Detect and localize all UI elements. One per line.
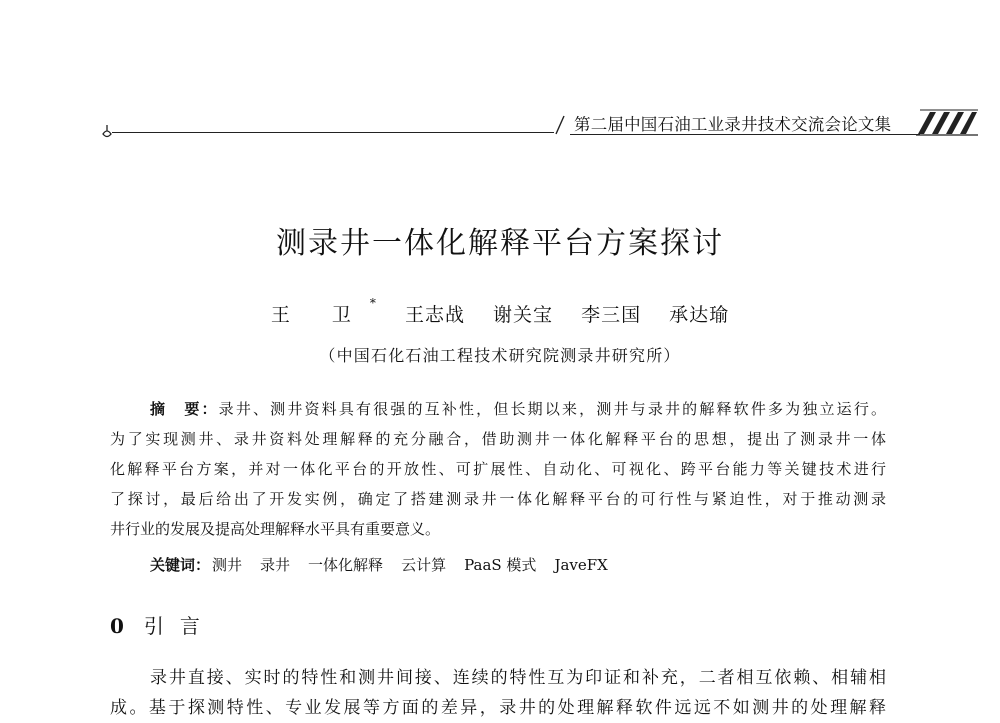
author-4: 李三国 bbox=[581, 304, 642, 326]
author-3: 谢关宝 bbox=[493, 304, 554, 326]
abstract-line-4: 了探讨，最后给出了开发实例，确定了搭建测录井一体化解释平台的可行性与紧迫性，对于推动测录 bbox=[110, 490, 886, 508]
body-paragraph bbox=[110, 663, 886, 723]
author-1: 王 卫* bbox=[270, 296, 377, 326]
header-ornament-icon bbox=[916, 108, 978, 136]
body-line-1: 录井直接、实时的特性和测井间接、连续的特性互为印证和补充，二者相互依赖、相辅相 bbox=[150, 668, 886, 688]
section-title: 引言 bbox=[143, 614, 216, 638]
header-underline bbox=[570, 134, 920, 135]
author-2: 王志战 bbox=[404, 304, 465, 326]
keywords-label: 关键词： bbox=[150, 556, 211, 574]
corresponding-author-mark: * bbox=[369, 296, 377, 310]
header-rule bbox=[112, 132, 554, 133]
keyword-item: 测井 bbox=[212, 556, 243, 574]
paper-title: 测录井一体化解释平台方案探讨 bbox=[276, 226, 724, 261]
running-header-title: 第二届中国石油工业录井技术交流会论文集 bbox=[574, 115, 892, 134]
running-header bbox=[100, 106, 892, 138]
affiliation: （中国石化石油工程技术研究院测录井研究所） bbox=[319, 346, 681, 365]
author-list bbox=[0, 296, 1000, 327]
abstract-line-3: 化解释平台方案，并对一体化平台的开放性、可扩展性、自动化、可视化、跨平台能力等关键技术进行 bbox=[110, 460, 886, 478]
keyword-item: 一体化解释 bbox=[308, 556, 384, 574]
header-slash-icon bbox=[552, 114, 568, 136]
keywords bbox=[150, 554, 626, 575]
section-number: 0 bbox=[110, 614, 124, 638]
keyword-item: 录井 bbox=[260, 556, 291, 574]
keyword-item: PaaS 模式 bbox=[464, 556, 537, 574]
abstract-line-5: 井行业的发展及提高处理解释水平具有重要意义。 bbox=[110, 520, 441, 538]
body-line-2: 成。基于探测特性、专业发展等方面的差异，录井的处理解释软件远远不如测井的处理解释 bbox=[110, 698, 886, 718]
section-heading bbox=[110, 610, 216, 639]
abstract-line-1: 摘 要：录井、测井资料具有很强的互补性，但长期以来，测井与录井的解释软件多为独立运行。 bbox=[150, 400, 886, 418]
abstract-label: 摘 要： bbox=[150, 400, 219, 418]
keyword-item: JaveFX bbox=[554, 556, 608, 574]
abstract bbox=[110, 394, 886, 544]
keyword-item: 云计算 bbox=[401, 556, 447, 574]
author-5: 承达瑜 bbox=[669, 304, 730, 326]
abstract-line-2: 为了实现测井、录井资料处理解释的充分融合，借助测井一体化解释平台的思想，提出了测录井一体 bbox=[110, 430, 886, 448]
